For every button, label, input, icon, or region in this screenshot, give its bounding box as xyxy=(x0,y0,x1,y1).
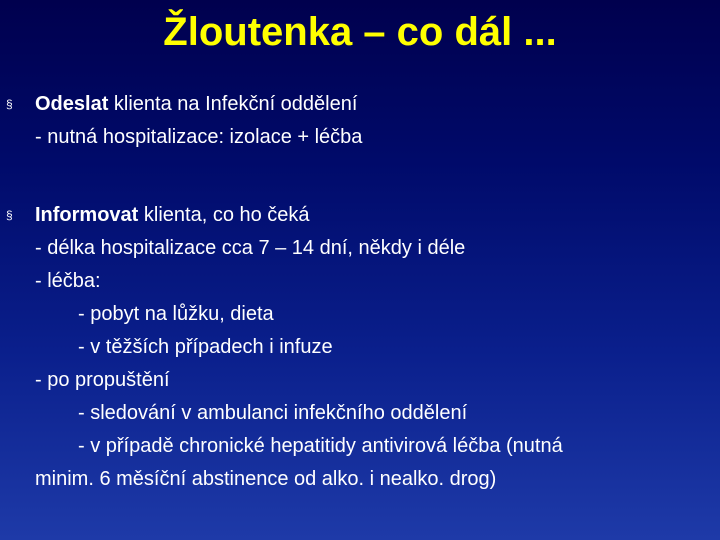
section-heading xyxy=(35,199,310,232)
section-line: - léčba: xyxy=(35,270,101,292)
section-heading-bold: Informovat xyxy=(35,204,139,226)
section-line: - délka hospitalizace cca 7 – 14 dní, někdy i déle xyxy=(35,237,466,259)
section-subline: - pobyt na lůžku, dieta xyxy=(78,303,274,325)
bullet-icon: § xyxy=(6,97,13,111)
section-subline: - v případě chronické hepatitidy antivirová léčba (nutná xyxy=(78,435,563,457)
section-subline: - sledování v ambulanci infekčního oddělení xyxy=(78,402,468,424)
section-heading-rest: klienta na Infekční oddělení xyxy=(108,93,358,115)
section-heading-rest: klienta, co ho čeká xyxy=(138,204,310,226)
section-heading-bold: Odeslat xyxy=(35,93,109,115)
slide-title: Žloutenka – co dál ... xyxy=(163,10,557,54)
section-line: minim. 6 měsíční abstinence od alko. i nealko. drog) xyxy=(35,468,497,490)
section-line: - po propuštění xyxy=(35,369,170,391)
section-line: - nutná hospitalizace: izolace + léčba xyxy=(35,126,363,148)
section-subline: - v těžších případech i infuze xyxy=(78,336,333,358)
section-heading xyxy=(35,88,357,121)
bullet-icon: § xyxy=(6,208,13,222)
